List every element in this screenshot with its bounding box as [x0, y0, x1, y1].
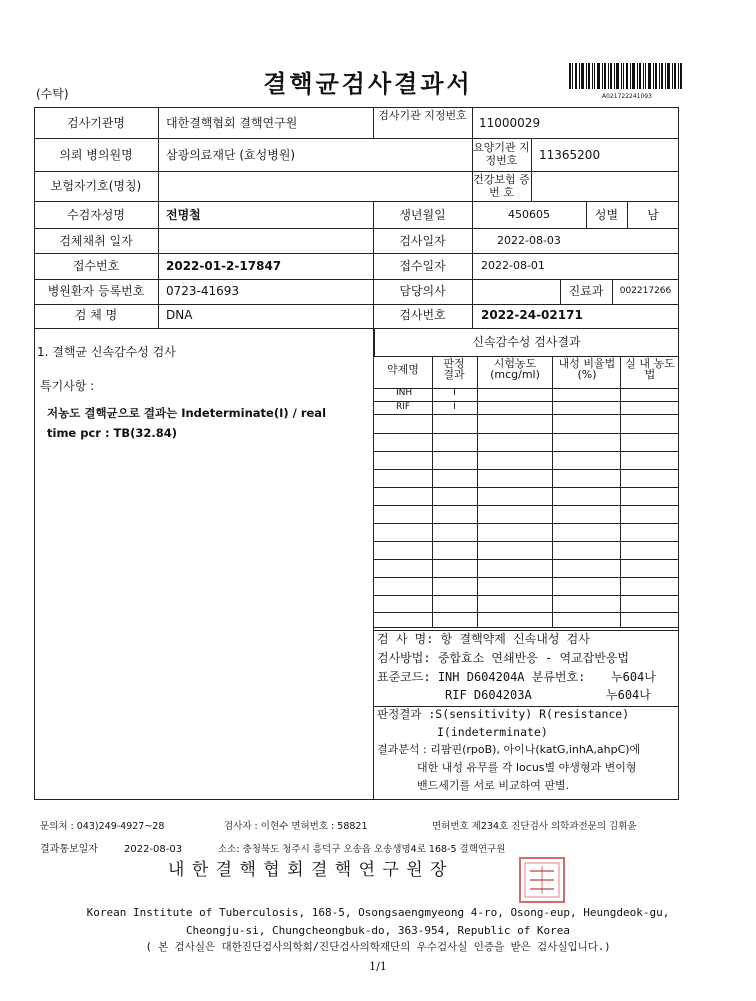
col-proportion: 내성 비율법(%) [558, 357, 616, 381]
label-test-date: 검사일자 [399, 234, 446, 248]
label-doctor: 담당의사 [399, 284, 446, 298]
col-drug: 약제명 [387, 363, 419, 376]
footer-certification: 면허번호 제234호 진단검사 의학과전문의 김휘윤 [432, 821, 637, 832]
method-line-9: 밴드세기를 서로 비교하여 판별. [417, 779, 570, 792]
remarks-label: 특기사항 : [40, 379, 95, 393]
method-line-6: I(indeterminate) [437, 725, 548, 739]
label-test-no: 검사번호 [399, 308, 446, 322]
label-institution: 검사기관명 [67, 116, 125, 130]
method-line-5: 판정결과 :S(sensitivity) R(resistance) [377, 707, 630, 721]
remarks-line-2: time pcr : TB(32.84) [47, 426, 178, 440]
value-test-date: 2022-08-03 [497, 234, 561, 247]
label-insurer: 보험자기호(명칭) [50, 179, 142, 193]
label-patient-reg-no: 병원환자 등록번호 [47, 284, 145, 298]
method-line-3b: 누604나 [611, 670, 656, 684]
value-hospital-code: 11365200 [539, 148, 601, 162]
method-line-3a: 표준코드: INH D604204A 분류번호: [377, 670, 586, 684]
label-hospital: 의뢰 병의원명 [59, 148, 133, 162]
official-seal-icon [518, 856, 566, 904]
footer-address-kr: 소소: 충청북도 청주시 흥덕구 오송읍 오송생명4로 168-5 결핵연구원 [218, 844, 506, 855]
method-line-7: 결과분석 : 리팜핀(rpoB), 아이나(katG,inhA,ahpC)에 [377, 743, 641, 756]
row-drug-rif: RIF [396, 402, 411, 412]
page-number: 1/1 [369, 960, 387, 973]
institute-name: 내 한 결 핵 협 회 결 핵 연 구 원 장 [168, 860, 448, 880]
col-result: 판정 결과 [443, 357, 465, 381]
value-institution-code: 11000029 [479, 116, 541, 130]
value-test-no: 2022-24-02171 [481, 308, 583, 322]
footer-report-date-label: 결과통보일자 [40, 844, 98, 855]
method-line-4a: RIF D604203A [445, 688, 532, 702]
footer-inquiry: 문의처 : 043)249-4927~28 [40, 821, 165, 832]
value-sex: 남 [647, 208, 659, 222]
label-sex: 성별 [594, 208, 619, 222]
value-receipt-no: 2022-01-2-17847 [166, 259, 282, 273]
test-name: 1. 결핵균 신속감수성 검사 [37, 345, 176, 359]
label-specimen: 검 체 명 [74, 308, 118, 322]
value-birthdate: 450605 [508, 208, 550, 221]
method-line-1: 검 사 명: 항 결핵약제 신속내성 검사 [377, 632, 590, 646]
value-receipt-date: 2022-08-01 [481, 259, 545, 272]
row-result-rif: I [453, 402, 456, 412]
label-department: 진료과 [568, 284, 604, 298]
row-drug-inh: INH [396, 388, 413, 398]
value-hospital: 삼광의료재단 (효성병원) [166, 148, 296, 162]
footer-report-date: 2022-08-03 [124, 844, 183, 855]
value-patient-reg-no: 0723-41693 [166, 284, 240, 298]
address-en-line-1: Korean Institute of Tuberculosis, 168-5, Osongsaengmyeong 4-ro, Osong-eup, Heungdeok-gu, [86, 906, 670, 919]
method-line-8: 대한 내성 유무를 각 locus별 야생형과 변이형 [417, 761, 637, 774]
label-receipt-no: 접수번호 [72, 259, 120, 273]
address-en-line-2: Cheongju-si, Chungcheongbuk-do, 363-954, Republic of Korea [185, 924, 571, 937]
label-hospital-code: 요양기관 지정번호 [473, 141, 530, 167]
value-specimen: DNA [166, 308, 193, 322]
result-area [34, 328, 679, 800]
value-patient-name: 전명철 [166, 208, 201, 222]
label-institution-code: 검사기관 지정번호 [378, 109, 467, 122]
label-patient-name: 수검자성명 [67, 208, 125, 222]
footer-examiner: 검사자 : 이현수 면허번호 : 58821 [224, 821, 368, 832]
page-title: 결핵균검사결과서 [263, 70, 473, 98]
method-line-2: 검사방법: 중합효소 연쇄반응 - 역교잡반응법 [377, 651, 630, 665]
copy-mark: (수탁) [36, 87, 69, 101]
value-department: 002217266 [619, 286, 672, 296]
remarks-line-1: 저농도 결핵균으로 결과는 Indeterminate(I) / real [47, 406, 327, 420]
barcode [569, 63, 685, 93]
label-collection-date: 검체채취 일자 [59, 234, 133, 248]
label-birthdate: 생년월일 [399, 208, 446, 222]
label-receipt-date: 접수일자 [399, 259, 446, 273]
method-line-4b: 누604나 [606, 688, 651, 702]
susceptibility-title: 신속감수성 검사결과 [472, 335, 581, 349]
row-result-inh: I [453, 388, 456, 398]
barcode-text: A021722241093 [602, 93, 652, 100]
value-institution: 대한결핵협회 결핵연구원 [166, 116, 298, 130]
col-concentration: 시험농도 (mcg/ml) [490, 357, 540, 381]
accreditation-notice: ( 본 검사실은 대한진단검사의학회/진단검사의학재단의 우수검사실 인증을 받은 검사실입니다.) [145, 941, 611, 953]
label-insurance-no: 건강보험 증 번 호 [473, 173, 530, 199]
col-absolute: 실 내 농도법 [625, 357, 675, 381]
